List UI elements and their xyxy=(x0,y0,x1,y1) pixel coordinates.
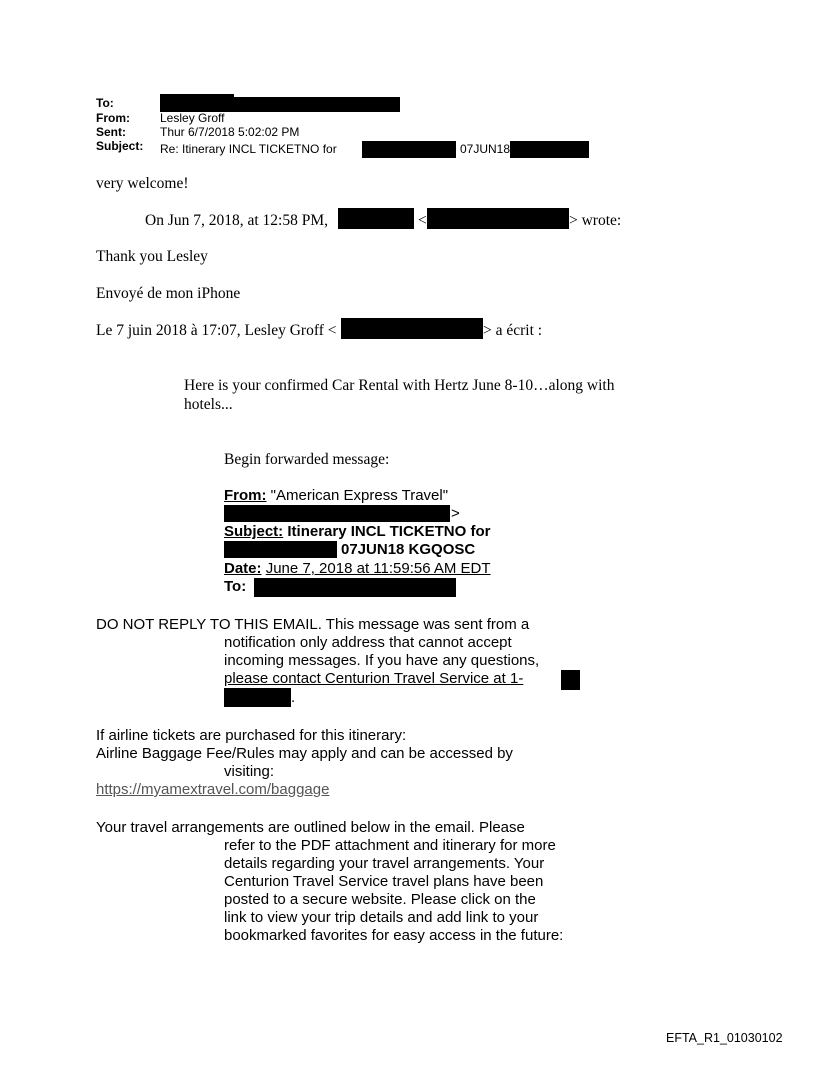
quote1-lt: < xyxy=(418,212,427,229)
fwd-from-line xyxy=(224,487,448,504)
baggage-line3: visiting: xyxy=(224,763,275,780)
fwd-from-gt: > xyxy=(451,505,460,522)
notice-line2: notification only address that cannot accept xyxy=(224,634,512,651)
fwd-subject-value: Itinerary INCL TICKETNO for xyxy=(287,523,491,540)
quote1-line1: Thank you Lesley xyxy=(96,248,208,265)
fwd-date-line xyxy=(224,560,491,577)
fwd-date-label: Date: xyxy=(224,560,262,577)
arrangements-line3: details regarding your travel arrangements. Your xyxy=(224,855,545,872)
sent-value: Thur 6/7/2018 5:02:02 PM xyxy=(160,125,300,139)
quote1-suffix: > wrote: xyxy=(569,212,622,229)
redaction-block xyxy=(341,318,483,339)
redaction-block xyxy=(224,541,337,558)
quote2-prefix: Le 7 juin 2018 à 17:07, Lesley Groff < xyxy=(96,322,337,339)
quote2-body-line1: Here is your confirmed Car Rental with Hertz June 8-10…along with xyxy=(184,377,615,394)
reply-text: very welcome! xyxy=(96,175,189,192)
arrangements-line6: link to view your trip details and add link to your xyxy=(224,909,539,926)
sent-label: Sent: xyxy=(96,125,126,139)
arrangements-line7: bookmarked favorites for easy access in the future: xyxy=(224,927,564,944)
redaction-block xyxy=(224,688,291,707)
forward-begin: Begin forwarded message: xyxy=(224,451,390,468)
baggage-line1: If airline tickets are purchased for this itinerary: xyxy=(96,727,407,744)
bates-number: EFTA_R1_01030102 xyxy=(666,1031,783,1045)
fwd-subject-line2: 07JUN18 KGQOSC xyxy=(341,541,476,558)
redaction-block xyxy=(510,141,589,158)
arrangements-line4: Centurion Travel Service travel plans have been xyxy=(224,873,544,890)
quote1-line2: Envoyé de mon iPhone xyxy=(96,285,241,302)
notice-line1: DO NOT REPLY TO THIS EMAIL. This message was sent from a xyxy=(96,616,530,633)
arrangements-line2: refer to the PDF attachment and itinerary for more xyxy=(224,837,556,854)
redaction-block xyxy=(338,208,414,229)
baggage-line2: Airline Baggage Fee/Rules may apply and can be accessed by xyxy=(96,745,513,762)
redaction-block xyxy=(254,578,456,597)
fwd-to-label: To: xyxy=(224,578,247,595)
redaction-block xyxy=(362,141,456,158)
notice-line4: please contact Centurion Travel Service at 1- xyxy=(224,670,524,687)
quote2-body-line2: hotels... xyxy=(184,396,233,413)
redaction-block xyxy=(561,670,580,690)
to-label: To: xyxy=(96,96,114,110)
notice-line5: . xyxy=(291,689,296,706)
fwd-from-label: From: xyxy=(224,487,267,504)
subject-date: 07JUN18 xyxy=(460,142,511,156)
baggage-link[interactable]: https://myamextravel.com/baggage xyxy=(96,781,330,798)
fwd-to-line xyxy=(224,578,246,595)
subject-value: Re: Itinerary INCL TICKETNO for xyxy=(160,142,337,156)
fwd-subject-line xyxy=(224,523,490,540)
fwd-from-value: "American Express Travel" xyxy=(270,487,449,504)
subject-label: Subject: xyxy=(96,139,144,153)
redaction-block xyxy=(224,505,450,522)
from-label: From: xyxy=(96,111,130,125)
redaction-block xyxy=(160,97,400,112)
fwd-date-value: June 7, 2018 at 11:59:56 AM EDT xyxy=(265,560,491,577)
quote1-prefix: On Jun 7, 2018, at 12:58 PM, xyxy=(145,212,328,229)
arrangements-line5: posted to a secure website. Please click on the xyxy=(224,891,536,908)
fwd-subject-label: Subject: xyxy=(224,523,284,540)
redaction-block xyxy=(427,208,569,229)
arrangements-line1: Your travel arrangements are outlined below in the email. Please xyxy=(96,819,525,836)
notice-line3: incoming messages. If you have any questions, xyxy=(224,652,540,669)
from-value: Lesley Groff xyxy=(160,111,225,125)
quote2-suffix: > a écrit : xyxy=(483,322,543,339)
